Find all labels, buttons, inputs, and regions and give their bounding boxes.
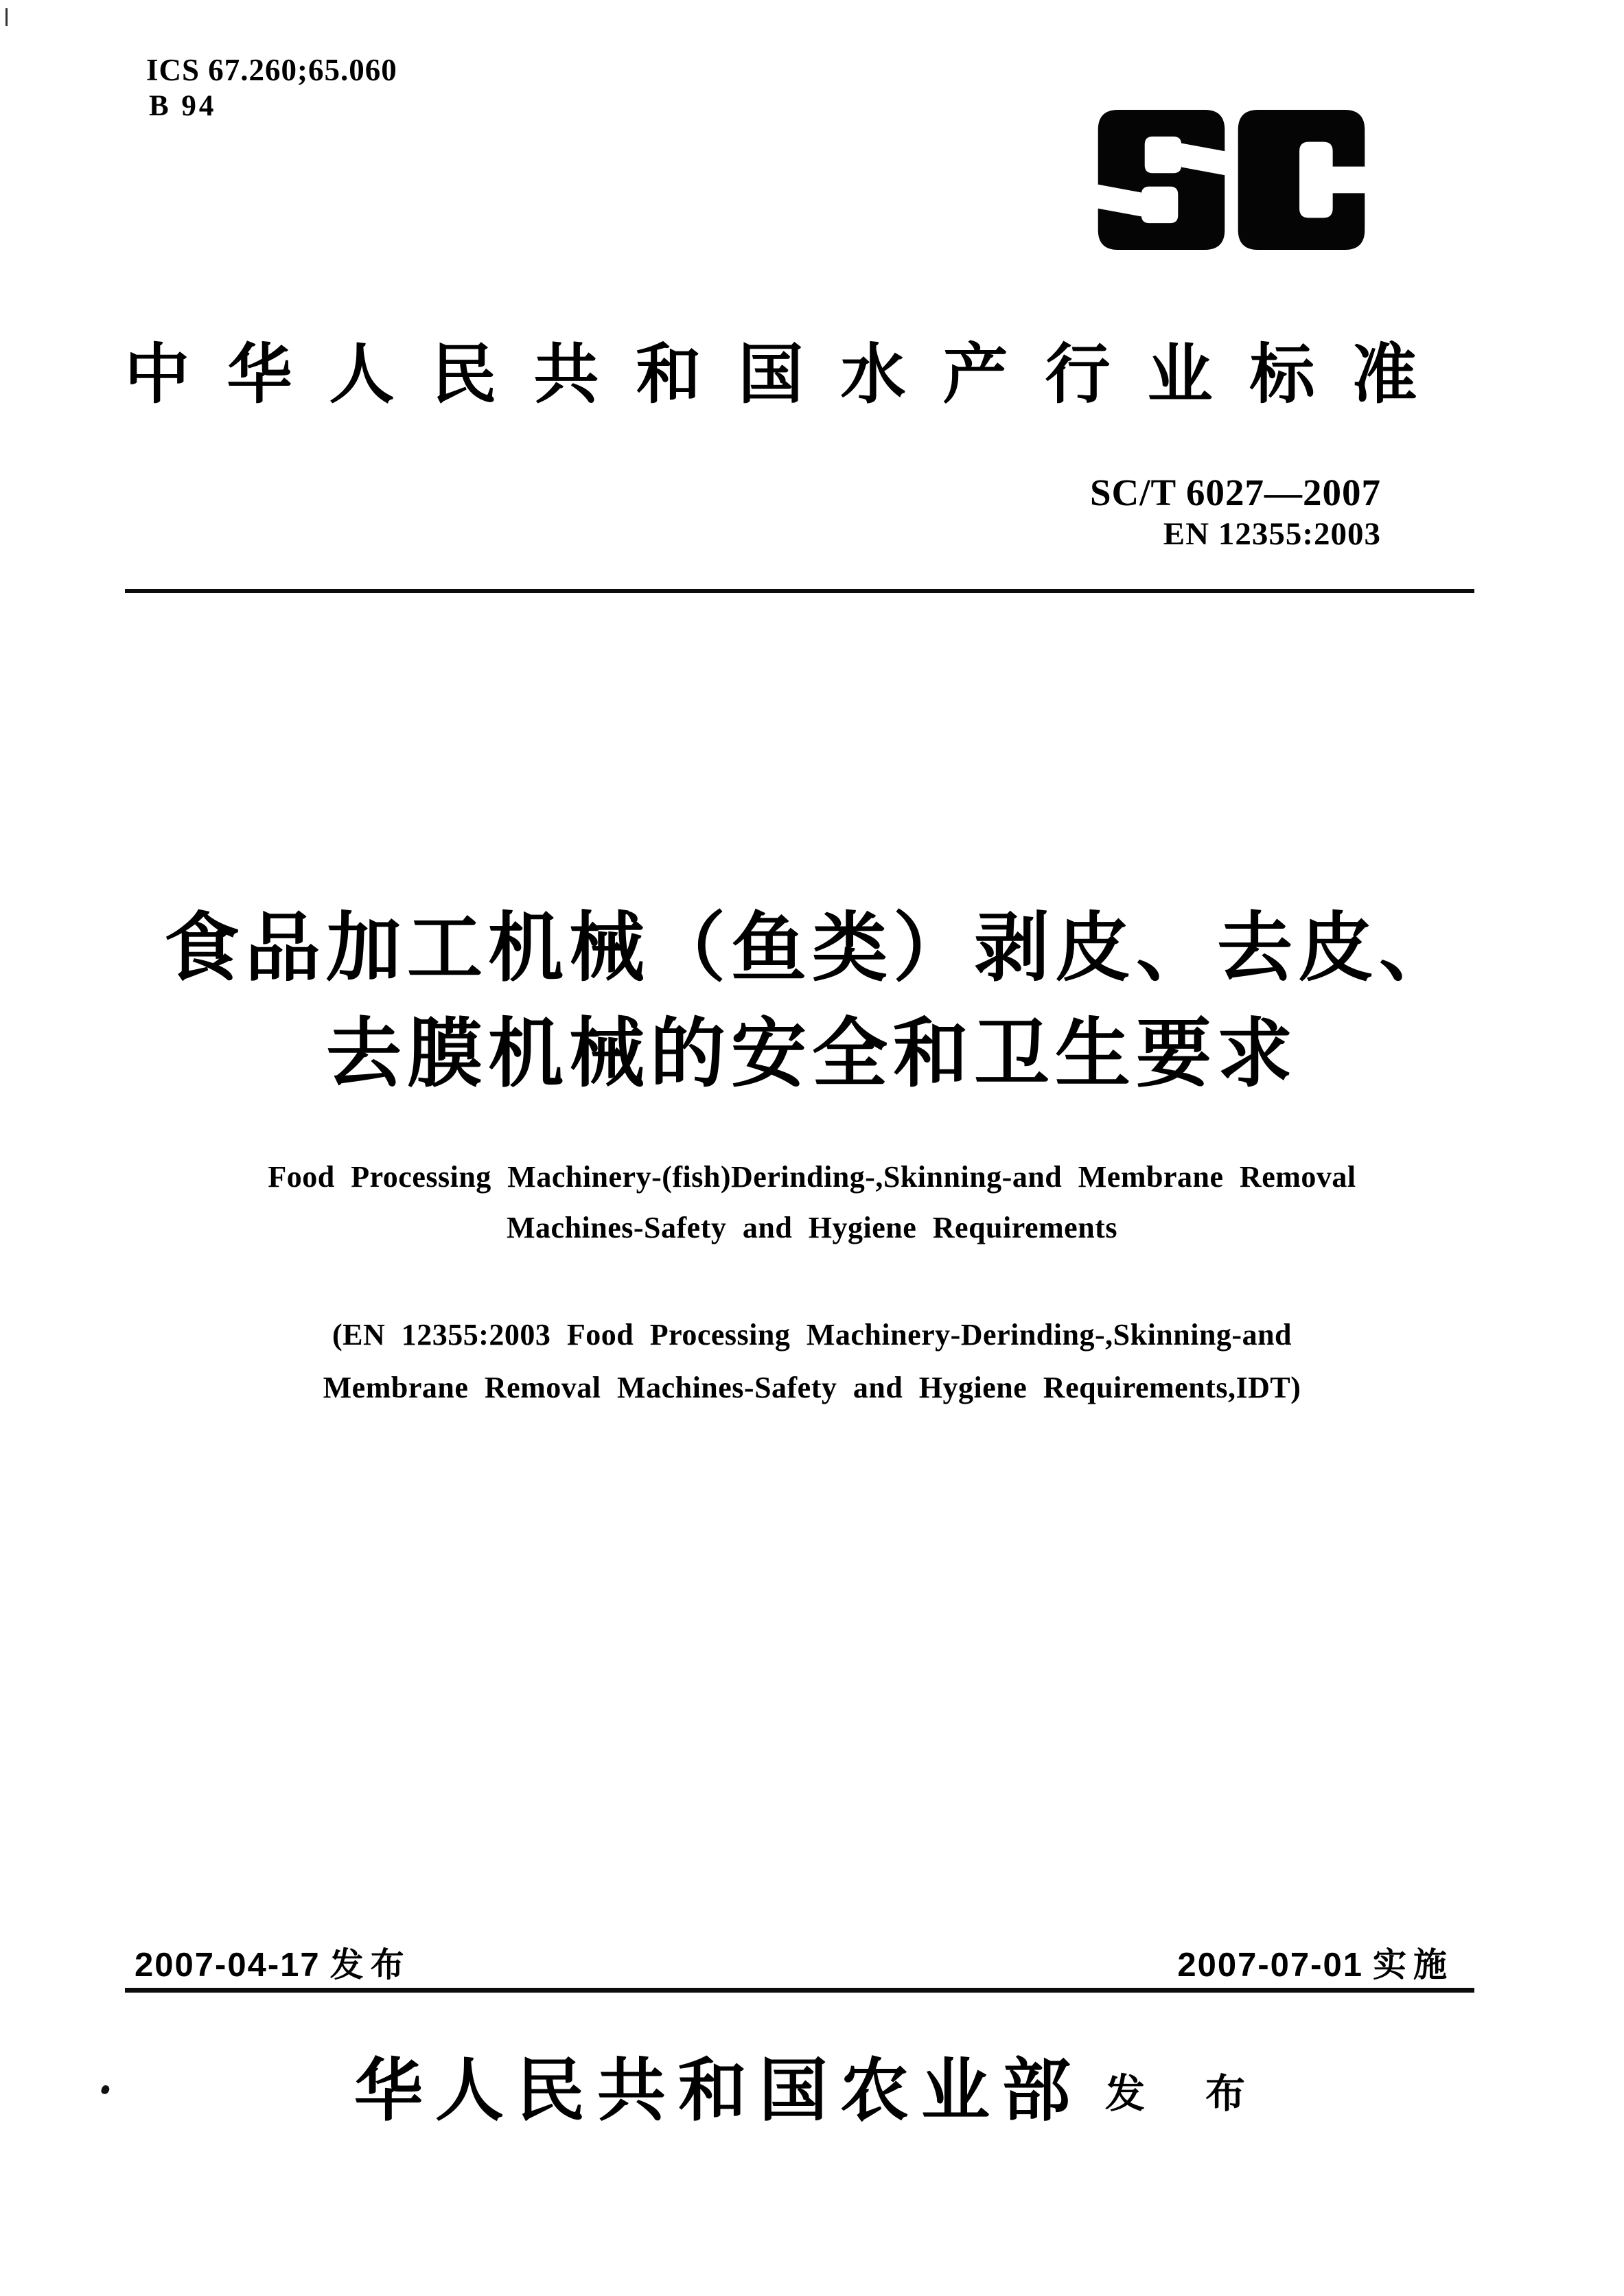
standard-number-block xyxy=(1090,471,1381,553)
standard-number: SC/T 6027—2007 xyxy=(1089,472,1381,513)
issue-date-value: 2007-04-17 xyxy=(135,1947,321,1984)
sc-logo xyxy=(1097,110,1366,250)
idt-note-line2: Membrane Removal Machines-Safety and Hygiene Requirements,IDT) xyxy=(323,1371,1301,1404)
chinese-title-line2: 去膜机械的安全和卫生要求 xyxy=(326,1012,1298,1096)
implementation-date-label: 实施 xyxy=(1372,1947,1454,1984)
issuer-row xyxy=(0,2035,1624,2134)
standard-category-title: 中华人民共和国水产行业标准 xyxy=(124,338,1454,411)
english-title-line2: Machines-Safety and Hygiene Requirements xyxy=(507,1211,1117,1244)
publish-label: 发 布 xyxy=(1104,2072,1271,2116)
ics-code: ICS 67.260;65.060 xyxy=(146,53,397,87)
implementation-date xyxy=(1177,1938,1454,1986)
english-title-line1: Food Processing Machinery-(fish)Derinding-,Skinning-and Membrane Removal xyxy=(268,1160,1356,1194)
implementation-date-value: 2007-07-01 xyxy=(1177,1947,1363,1984)
logo-letter-s xyxy=(1098,110,1225,250)
footer-divider xyxy=(125,1988,1474,1993)
chinese-title-line1: 食品加工机械（鱼类）剥皮、去皮、 xyxy=(164,906,1460,990)
issue-date-label: 发布 xyxy=(329,1947,411,1984)
issue-date xyxy=(135,1938,411,1986)
issuing-authority: 华人民共和国农业部 xyxy=(353,2053,1083,2129)
header-divider xyxy=(125,589,1474,593)
document-class-code: B 94 xyxy=(149,90,217,122)
adopted-standard-number: EN 12355:2003 xyxy=(1163,516,1381,552)
logo-letter-c xyxy=(1238,110,1365,250)
idt-note-line1: (EN 12355:2003 Food Processing Machinery-Derinding-,Skinning-and xyxy=(332,1318,1292,1352)
scan-artifact-tick xyxy=(5,8,8,26)
